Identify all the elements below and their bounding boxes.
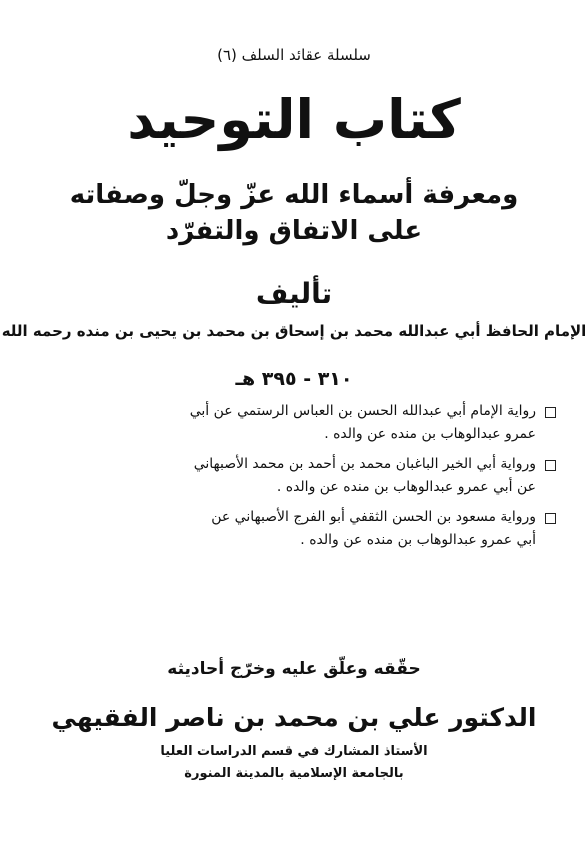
author-years: ٣١٠ - ٣٩٥ هـ [235, 368, 353, 390]
narration-line: عمرو عبدالوهاب بن منده عن والده . [324, 426, 536, 442]
narration-line: ورواية أبي الخير الباغبان محمد بن أحمد بن محمد الأصبهاني [193, 456, 536, 472]
list-item [30, 453, 558, 499]
series-label: سلسلة عقائد السلف (٦) [217, 46, 371, 64]
editor-name: الدكتور علي بن محمد بن ناصر الفقيهي [51, 703, 537, 732]
editor-university: بالجامعة الإسلامية بالمدينة المنورة [184, 766, 404, 781]
narration-line: رواية الإمام أبي عبدالله الحسن بن العباس الرستمي عن أبي [189, 403, 536, 419]
narrations-list [30, 400, 558, 559]
square-bullet-icon [545, 513, 556, 524]
list-item [30, 506, 558, 552]
book-title: كتاب التوحيد [127, 88, 461, 151]
editor-position: الأستاذ المشارك في قسم الدراسات العليا [160, 744, 428, 759]
editor-credit: حقّقه وعلّق عليه وخرّج أحاديثه [167, 659, 421, 679]
book-subtitle-line1: ومعرفة أسماء الله عزّ وجلّ وصفاته [69, 180, 519, 210]
square-bullet-icon [545, 460, 556, 471]
author-name: الإمام الحافظ أبي عبدالله محمد بن إسحاق بن محمد بن يحيى بن منده رحمه الله [1, 322, 587, 340]
narration-line: عن أبي عمرو عبدالوهاب بن منده عن والده . [276, 479, 536, 495]
book-subtitle-line2: على الاتفاق والتفرّد [165, 216, 423, 246]
list-item [30, 400, 558, 446]
square-bullet-icon [545, 407, 556, 418]
narration-line: أبي عمرو عبدالوهاب بن منده عن والده . [300, 532, 536, 548]
narration-line: ورواية مسعود بن الحسن الثقفي أبو الفرج الأصبهاني عن [211, 509, 536, 525]
authored-by-label: تأليف [255, 277, 333, 310]
